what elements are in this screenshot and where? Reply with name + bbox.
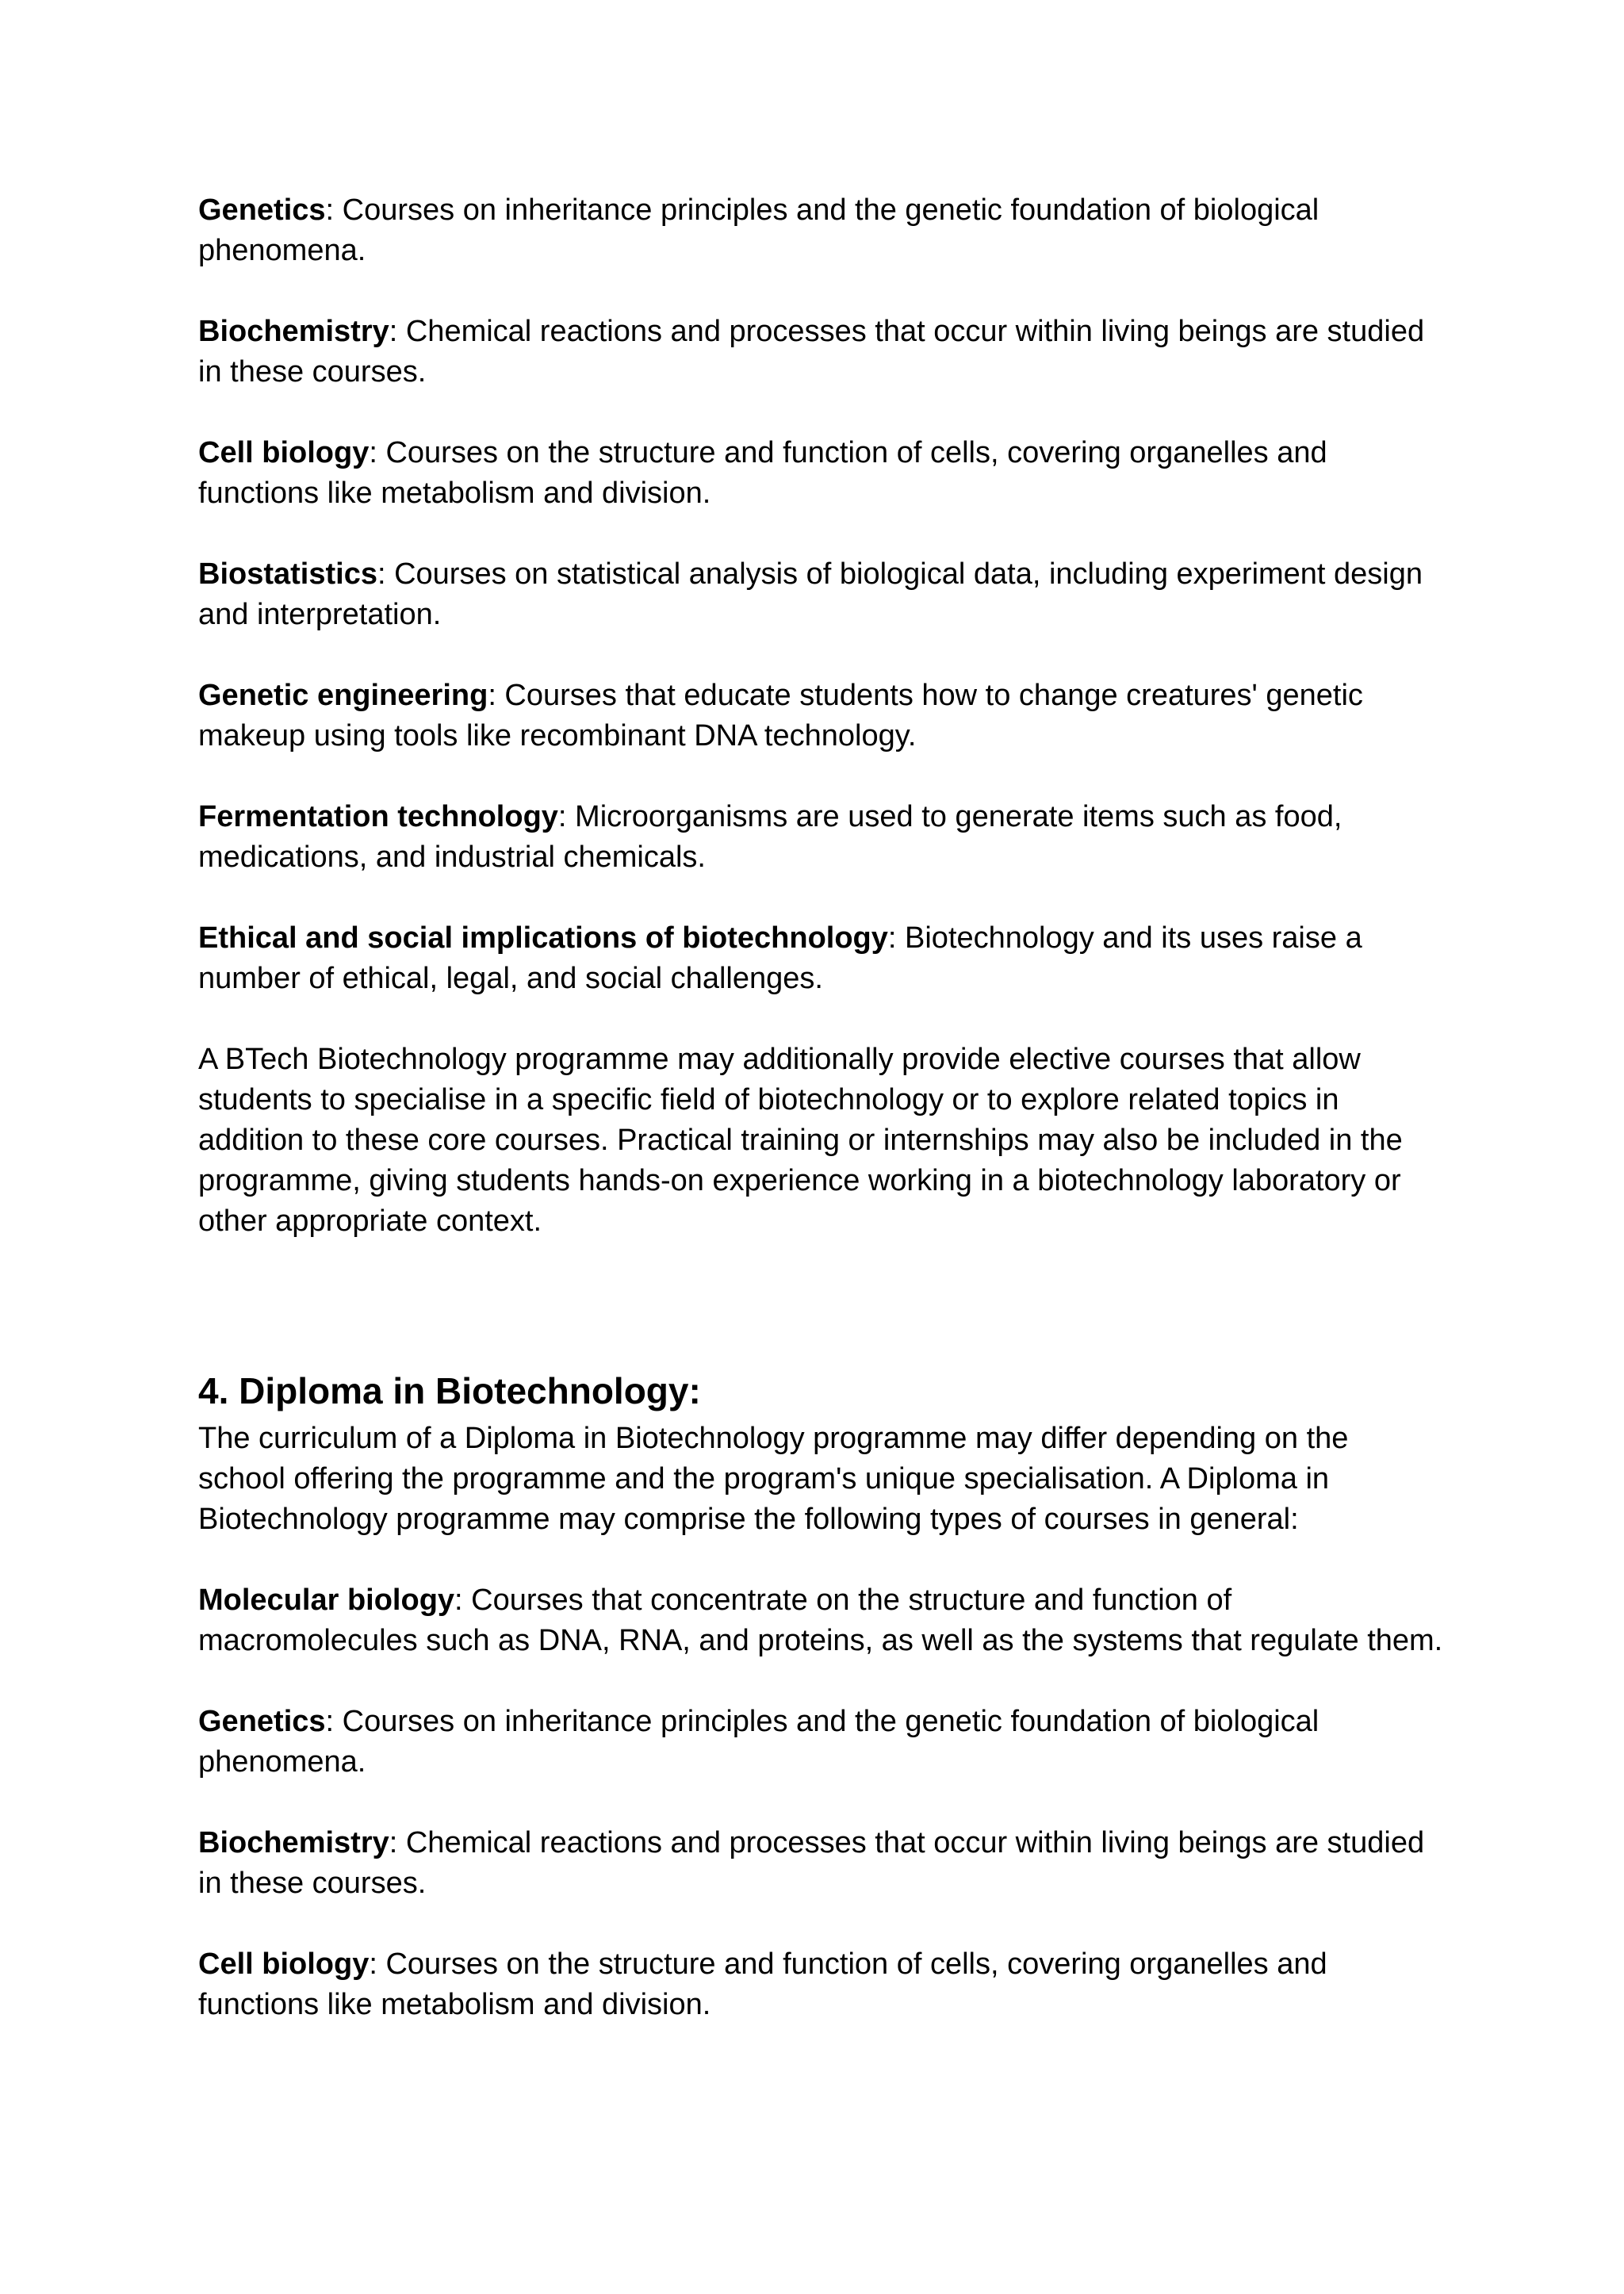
section-spacer (198, 1282, 1443, 1363)
course-description: : Courses that concentrate on the structure and function of macromolecules such as DNA, RNA, and proteins, as well as the systems that regulate them. (198, 1584, 1443, 1657)
course-term: Cell biology (198, 1947, 370, 1981)
course-term: Biochemistry (198, 1826, 389, 1859)
intro-paragraph: The curriculum of a Diploma in Biotechnology programme may differ depending on the school offering the programme and the program's unique specialisation. A Diploma in Biotechnology programme may comprise the following types of courses in general: (198, 1422, 1349, 1536)
course-description: : Courses on the structure and function of cells, covering organelles and functions like metabolism and division. (198, 1947, 1327, 2021)
course-item-ethical-social-implications (198, 918, 1443, 999)
course-item-cell-biology (198, 433, 1443, 514)
document-body (198, 190, 1443, 2066)
course-term: Molecular biology (198, 1584, 455, 1617)
course-description: : Courses that educate students how to change creatures' genetic makeup using tools like recombinant DNA technology. (198, 679, 1363, 753)
course-item-genetics (198, 1702, 1443, 1783)
course-term: Genetics (198, 1705, 326, 1738)
course-description: : Chemical reactions and processes that occur within living beings are studied in these courses. (198, 1826, 1425, 1900)
course-item-biochemistry (198, 1823, 1443, 1904)
closing-paragraph: A BTech Biotechnology programme may additionally provide elective courses that allow students to specialise in a specific field of biotechnology or to explore related topics in addition to these core courses. Practical training or internships may also be included in the programme, giving students hands-on experience working in a biotechnology laboratory or other appropriate context. (198, 1043, 1403, 1238)
course-term: Biostatistics (198, 557, 377, 591)
section-heading: 4. Diploma in Biotechnology: (198, 1370, 701, 1411)
course-description: : Microorganisms are used to generate items such as food, medications, and industrial chemicals. (198, 800, 1342, 874)
course-description: : Courses on statistical analysis of biological data, including experiment design and interpretation. (198, 557, 1423, 631)
course-description: : Courses on the structure and function of cells, covering organelles and functions like metabolism and division. (198, 436, 1327, 510)
course-item-genetics (198, 190, 1443, 271)
course-item-molecular-biology (198, 1580, 1443, 1661)
course-description: : Courses on inheritance principles and the genetic foundation of biological phenomena. (198, 193, 1320, 267)
course-description: : Biotechnology and its uses raise a number of ethical, legal, and social challenges. (198, 921, 1362, 995)
course-term: Genetics (198, 193, 326, 227)
course-item-biostatistics (198, 554, 1443, 635)
course-term: Biochemistry (198, 315, 389, 348)
course-item-biochemistry (198, 312, 1443, 393)
course-term: Fermentation technology (198, 800, 558, 833)
course-description: : Chemical reactions and processes that occur within living beings are studied in these courses. (198, 315, 1425, 389)
course-term: Cell biology (198, 436, 370, 469)
course-term: Genetic engineering (198, 679, 488, 712)
course-item-fermentation-technology (198, 797, 1443, 878)
course-item-cell-biology (198, 1944, 1443, 2025)
course-term: Ethical and social implications of biotechnology (198, 921, 888, 955)
course-description: : Courses on inheritance principles and the genetic foundation of biological phenomena. (198, 1705, 1320, 1779)
course-item-genetic-engineering (198, 676, 1443, 756)
